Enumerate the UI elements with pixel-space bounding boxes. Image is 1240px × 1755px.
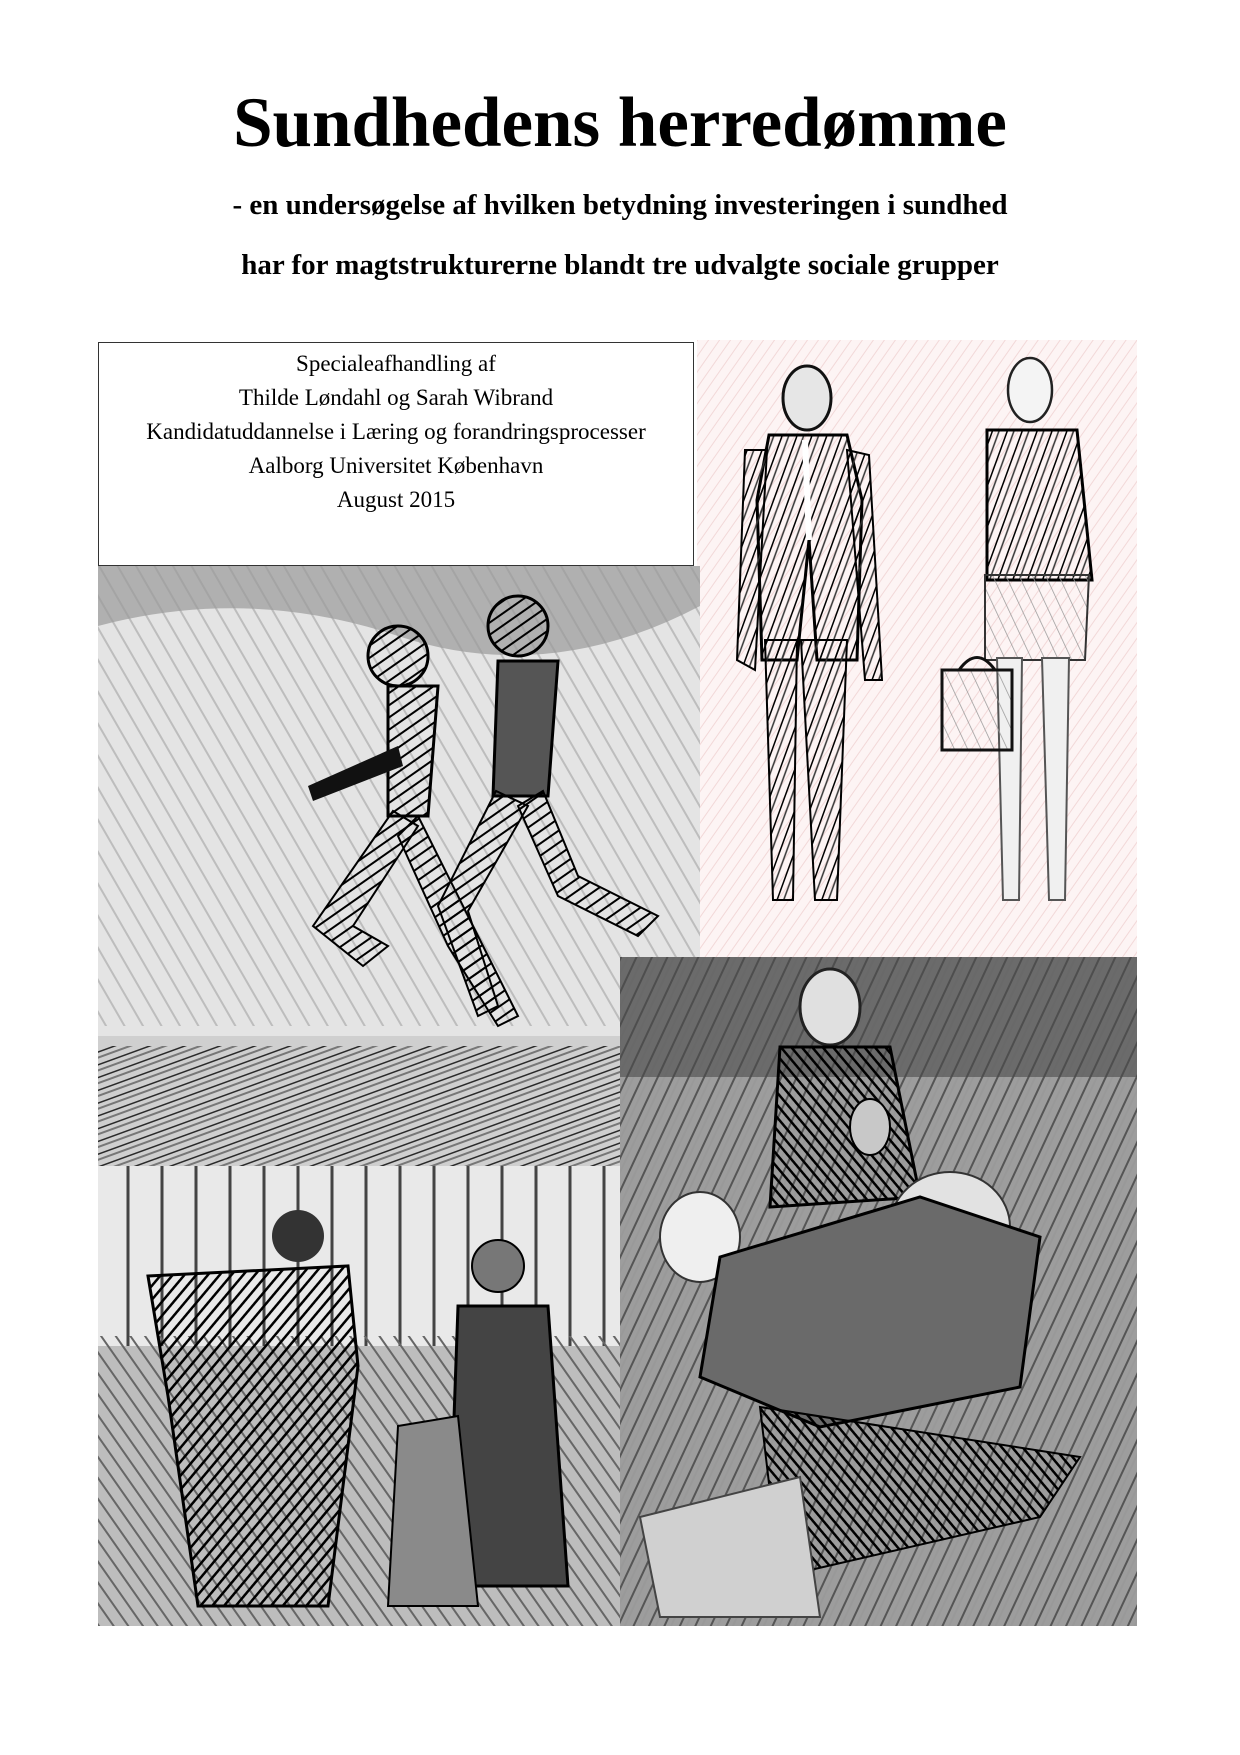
sitting-group-illustration	[620, 957, 1137, 1626]
street-figures-illustration	[98, 1166, 620, 1626]
programme: Kandidatuddannelse i Læring og forandringsprocesser	[146, 419, 646, 444]
thesis-info-box	[98, 342, 694, 566]
authors: Thilde Løndahl og Sarah Wibrand	[238, 385, 554, 410]
runners-illustration	[98, 566, 700, 1166]
thesis-type: Specialeafhandling af	[296, 351, 496, 376]
document-subtitle-line-1: - en undersøgelse af hvilken betydning investeringen i sundhed	[232, 189, 1008, 221]
document-title: Sundhedens herredømme	[233, 84, 1007, 162]
date: August 2015	[336, 487, 456, 512]
document-subtitle-line-2: har for magtstrukturerne blandt tre udvalgte sociale grupper	[241, 249, 999, 281]
business-people-illustration	[697, 340, 1137, 957]
university: Aalborg Universitet København	[248, 453, 544, 478]
